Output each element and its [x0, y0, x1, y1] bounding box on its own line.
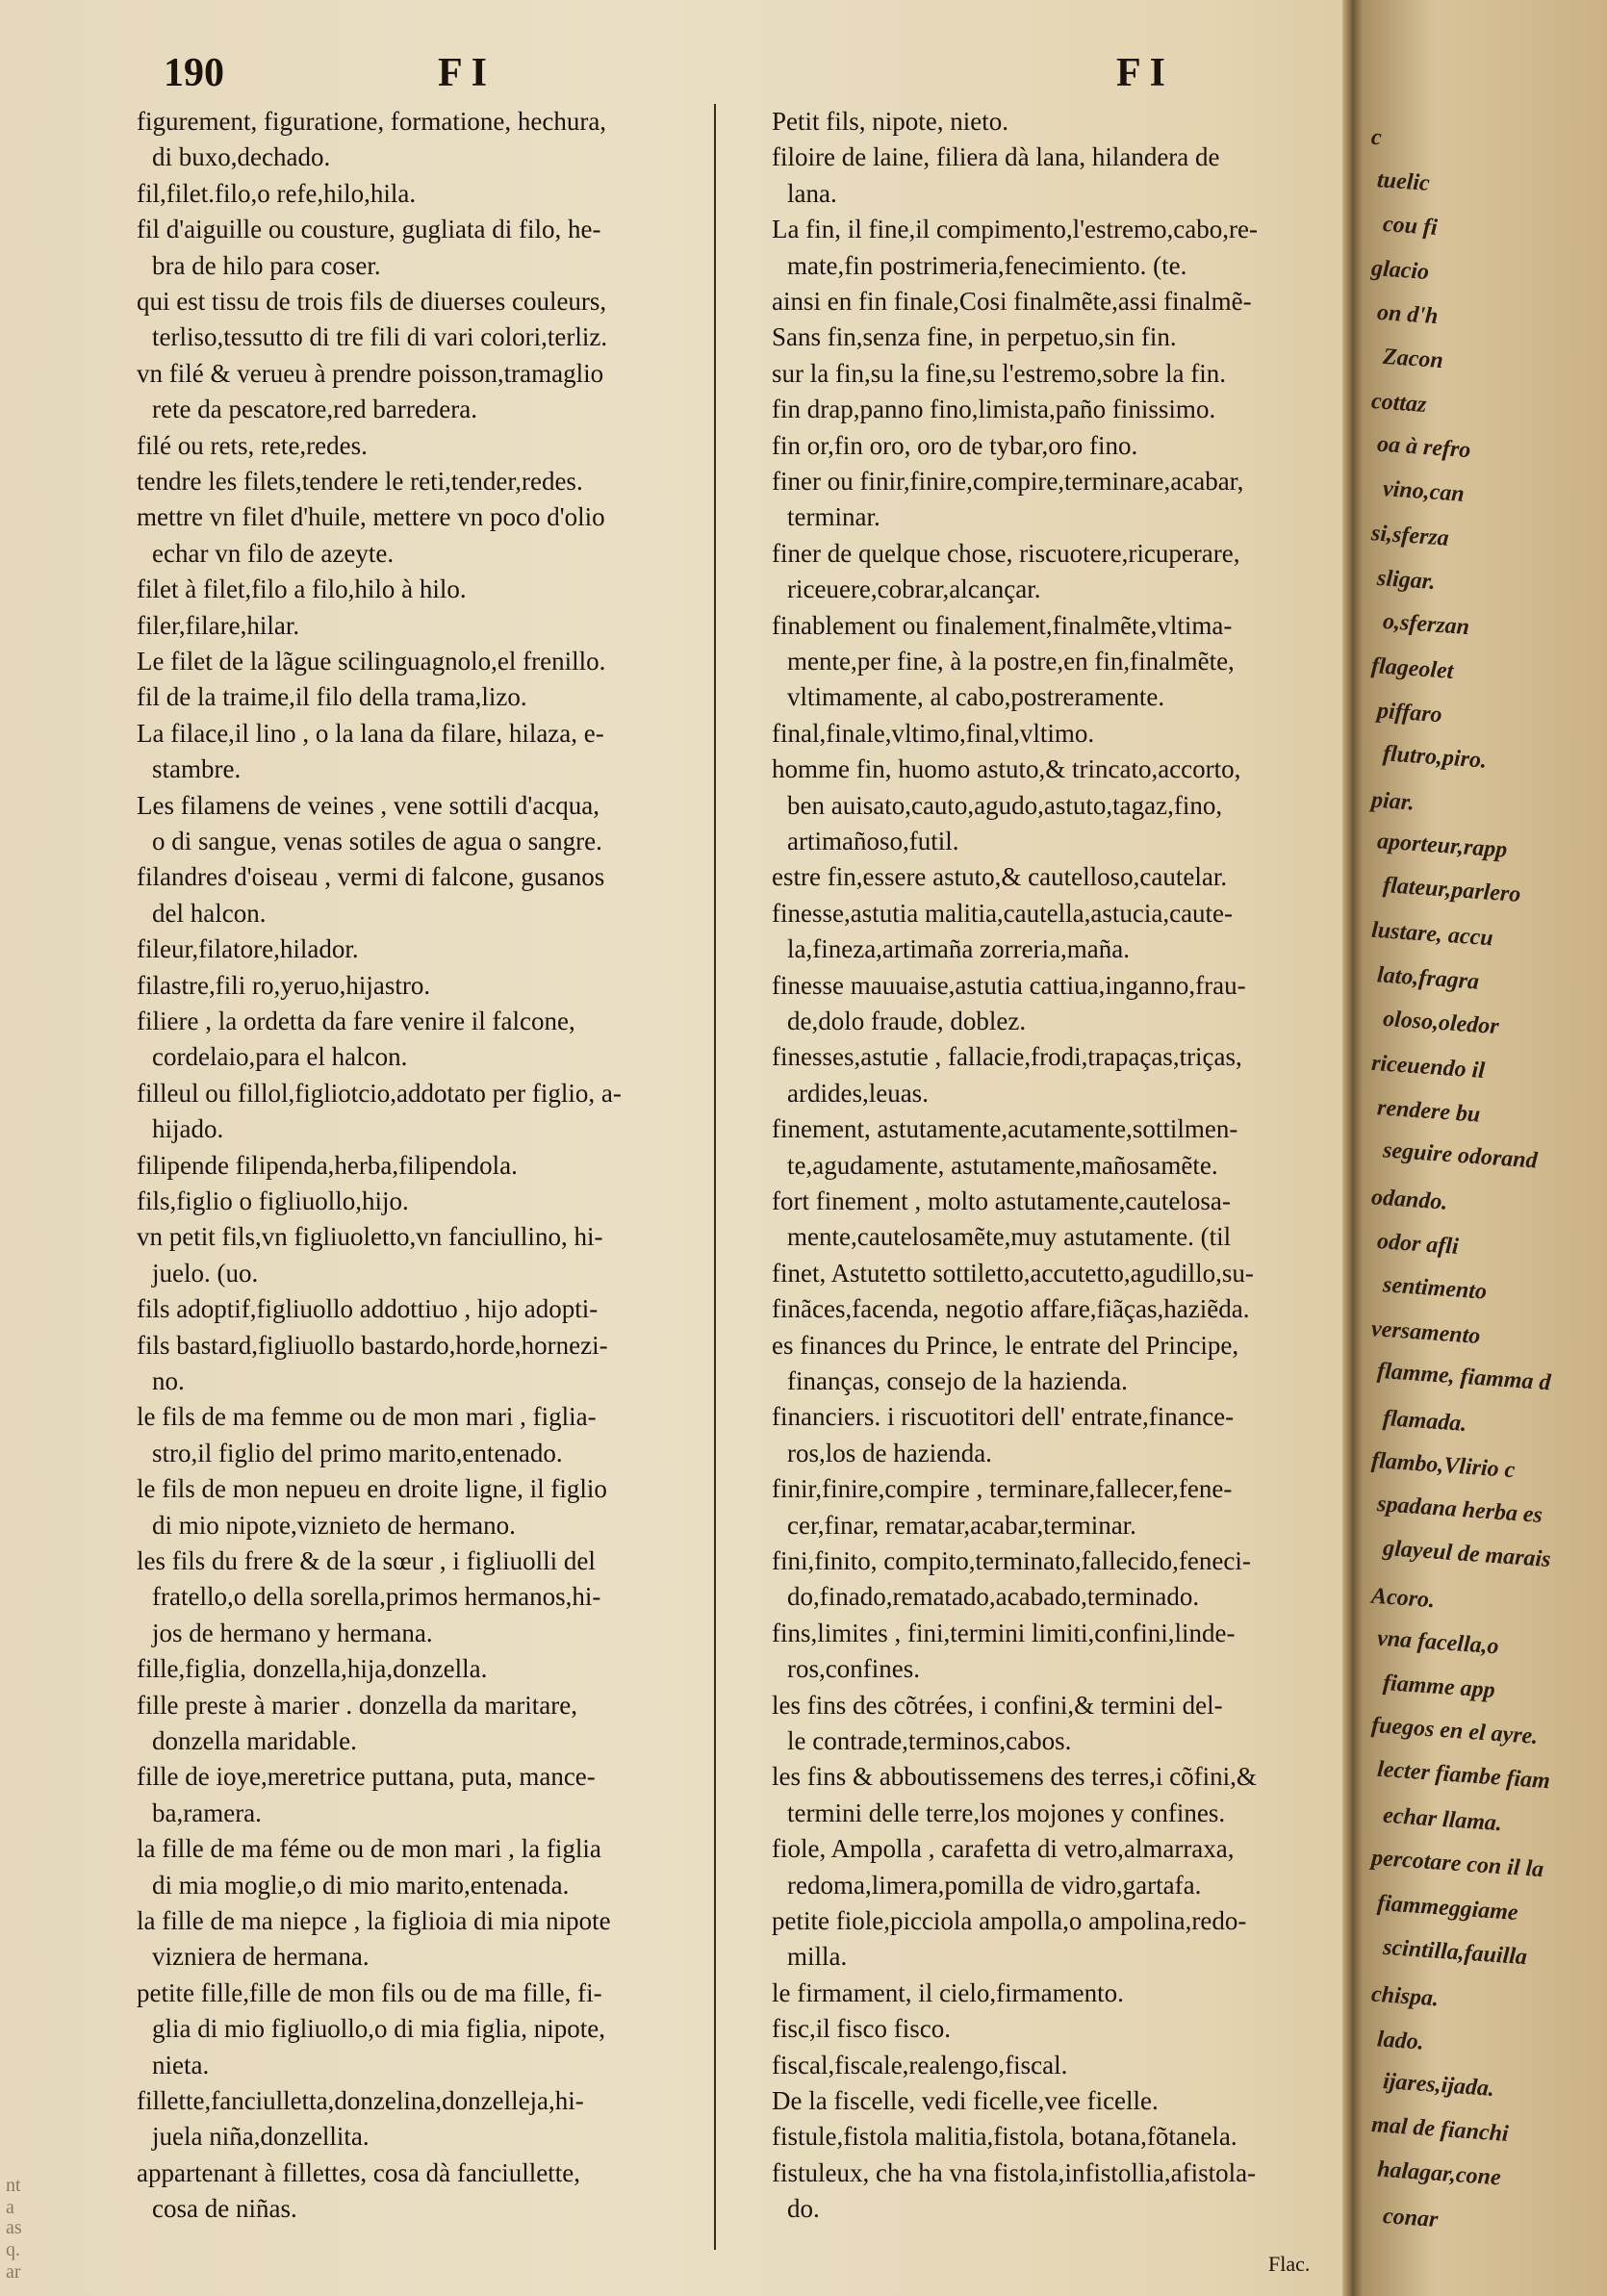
dictionary-line: echar vn filo de azeyte.	[152, 538, 395, 568]
dictionary-line: o di sangue, venas sotiles de agua o sangre.	[152, 827, 602, 855]
dictionary-line: fiscal,fiscale,realengo,fiscal.	[772, 2050, 1068, 2079]
dictionary-line: del halcon.	[152, 898, 267, 928]
dictionary-line: finesse,astutia malitia,cautella,astucia,caute-	[772, 898, 1234, 928]
dictionary-line: fin drap,panno fino,limista,paño finissimo.	[772, 395, 1216, 424]
dictionary-line: la fille de ma niepce , la figlioia di mia nipote	[137, 1906, 611, 1935]
dictionary-line: fratello,o della sorella,primos hermanos,hi-	[152, 1582, 601, 1612]
dictionary-line: fort finement , molto astutamente,cautelosa-	[772, 1186, 1231, 1215]
dictionary-line: finesse mauuaise,astutia cattiua,inganno,frau-	[772, 970, 1246, 1000]
dictionary-line: Le filet de la lãgue scilinguagnolo,el frenillo.	[137, 647, 606, 676]
dictionary-line: di buxo,dechado.	[152, 142, 331, 172]
dictionary-line: ros,los de hazienda.	[787, 1438, 992, 1467]
margin-mark: as q. ar	[6, 2217, 22, 2283]
dictionary-line: tendre les filets,tendere le reti,tender,redes.	[137, 467, 583, 496]
dictionary-line: qui est tissu de trois fils de diuerses couleurs,	[137, 287, 607, 316]
dictionary-line: homme fin, huomo astuto,& trincato,accorto,	[772, 754, 1241, 784]
facing-page-text: lecter fiambe fiam	[1376, 1756, 1551, 1795]
facing-page-text: flamme, fiamma d	[1376, 1358, 1552, 1396]
dictionary-line: fistuleux, che ha vna fistola,infistollia,afistola-	[772, 2157, 1257, 2187]
dictionary-line: fil de la traime,il filo della trama,lizo.	[137, 682, 527, 712]
facing-page-text: fiammeggiame	[1376, 1890, 1519, 1926]
dictionary-line: finer de quelque chose, riscuotere,ricuperare,	[772, 538, 1240, 568]
dictionary-line: finement, astutamente,acutamente,sottilmen-	[772, 1114, 1238, 1144]
dictionary-line: do.	[787, 2194, 820, 2224]
facing-page-text: conar	[1382, 2204, 1440, 2232]
dictionary-line: De la fiscelle, vedi ficelle,vee ficelle.	[772, 2086, 1159, 2115]
dictionary-line: finet, Astutetto sottiletto,accutetto,agudillo,su-	[772, 1258, 1254, 1288]
dictionary-line: fini,finito, compito,terminato,fallecido,feneci-	[772, 1546, 1251, 1575]
running-head-right: F I	[1116, 51, 1165, 95]
facing-page-text: on d'h	[1376, 299, 1440, 330]
dictionary-line: cordelaio,para el halcon.	[152, 1042, 408, 1072]
facing-page-text: spadana herba es	[1376, 1492, 1543, 1528]
facing-page-text: versamento	[1370, 1316, 1482, 1349]
dictionary-line: bra de hilo para coser.	[152, 250, 381, 280]
dictionary-line: stambre.	[152, 754, 242, 784]
dictionary-line: appartenant à fillettes, cosa dà fanciullette,	[137, 2157, 581, 2187]
column-divider	[714, 104, 716, 2250]
dictionary-line: mettre vn filet d'huile, mettere vn poco d'olio	[137, 502, 605, 532]
facing-page-text: echar llama.	[1382, 1802, 1503, 1837]
margin-mark: nt a	[6, 2175, 21, 2218]
dictionary-line: Sans fin,senza fine, in perpetuo,sin fin.	[772, 322, 1177, 352]
dictionary-line: de,dolo fraude, doblez.	[787, 1007, 1027, 1035]
dictionary-line: la fille de ma féme ou de mon mari , la figlia	[137, 1834, 601, 1864]
facing-page-text: scintilla,fauilla	[1382, 1934, 1528, 1971]
facing-page-fragment	[1364, 0, 1607, 2296]
facing-page-text: odor afli	[1376, 1229, 1460, 1260]
facing-page-text: chispa.	[1370, 1981, 1440, 2012]
dictionary-line: vltimamente, al cabo,postreramente.	[787, 682, 1165, 712]
facing-page-text: cottaz	[1370, 389, 1428, 418]
dictionary-line: filipende filipenda,herba,filipendola.	[137, 1150, 518, 1180]
dictionary-line: petite fille,fille de mon fils ou de ma fille, fi-	[137, 1977, 602, 2007]
facing-page-text: lustare, accu	[1370, 917, 1494, 952]
dictionary-line: ben auisato,cauto,agudo,astuto,tagaz,fino,	[787, 790, 1223, 820]
dictionary-line: mate,fin postrimeria,fenecimiento. (te.	[787, 250, 1187, 280]
dictionary-line: juelo. (uo.	[152, 1258, 259, 1288]
page-number: 190	[164, 51, 224, 95]
catchword: Flac.	[1268, 2252, 1311, 2276]
dictionary-line: finãces,facenda, negotio affare,fiãças,haziẽda.	[772, 1294, 1250, 1324]
dictionary-line: ardides,leuas.	[787, 1078, 929, 1108]
dictionary-line: fille preste à marier . donzella da maritare,	[137, 1690, 578, 1720]
facing-page-text: oloso,oledor	[1382, 1006, 1500, 1040]
facing-page-text: lato,fragra	[1376, 962, 1480, 995]
dictionary-line: fils,figlio o figliuollo,hijo.	[137, 1186, 409, 1215]
facing-page-text: cou fi	[1382, 212, 1439, 241]
dictionary-line: fille,figlia, donzella,hija,donzella.	[137, 1654, 488, 1684]
dictionary-line: hijado.	[152, 1114, 224, 1144]
dictionary-line: lana.	[787, 178, 837, 208]
dictionary-line: fistule,fistola malitia,fistola, botana,fõtanela.	[772, 2122, 1237, 2152]
facing-page-text: rendere bu	[1376, 1095, 1482, 1128]
dictionary-line: estre fin,essere astuto,& cautelloso,cautelar.	[772, 862, 1228, 892]
dictionary-line: fins,limites , fini,termini limiti,confini,linde-	[772, 1618, 1236, 1647]
dictionary-line: donzella maridable.	[152, 1726, 357, 1755]
dictionary-line: milla.	[787, 1942, 848, 1972]
facing-page-text: fuegos en el ayre.	[1370, 1712, 1540, 1750]
dictionary-line: figurement, figuratione, formatione, hechura,	[137, 107, 607, 136]
dictionary-line: nieta.	[152, 2050, 210, 2079]
facing-page-text: percotare con il la	[1370, 1845, 1545, 1883]
dictionary-line: mente,per fine, à la postre,en fin,finalmẽte,	[787, 647, 1235, 676]
dictionary-line: fils bastard,figliuollo bastardo,horde,hornezi-	[137, 1330, 608, 1360]
dictionary-line: rete da pescatore,red barredera.	[152, 395, 478, 424]
dictionary-line: filleul ou fillol,figliotcio,addotato per figlio, a-	[137, 1078, 622, 1108]
dictionary-line: le fils de mon nepueu en droite ligne, il figlio	[137, 1474, 607, 1504]
facing-page-text: oa à refro	[1376, 431, 1472, 464]
facing-page-text: glayeul de marais	[1382, 1535, 1552, 1573]
dictionary-line: finer ou finir,finire,compire,terminare,acabar,	[772, 467, 1244, 496]
facing-page-text: flambo,Vlirio c	[1370, 1447, 1517, 1484]
facing-page-text: aporteur,rapp	[1376, 829, 1509, 863]
facing-page-text: sentimento	[1382, 1272, 1488, 1305]
dictionary-line: jos de hermano y hermana.	[152, 1618, 433, 1647]
dictionary-line: fiole, Ampolla , carafetta di vetro,almarraxa,	[772, 1834, 1235, 1864]
dictionary-line: filer,filare,hilar.	[137, 610, 300, 640]
dictionary-line: do,finado,rematado,acabado,terminado.	[787, 1582, 1200, 1612]
book-gutter	[1342, 0, 1364, 2296]
facing-page-text: odando.	[1370, 1185, 1449, 1215]
dictionary-line: finanças, consejo de la hazienda.	[787, 1366, 1128, 1395]
dictionary-line: Les filamens de veines , vene sottili d'acqua,	[137, 790, 599, 820]
facing-page-text: c	[1370, 124, 1383, 151]
dictionary-line: filoire de laine, filiera dà lana, hilandera de	[772, 142, 1220, 172]
facing-page-text: halagar,cone	[1376, 2156, 1502, 2191]
dictionary-line: finablement ou finalement,finalmẽte,vltima-	[772, 610, 1233, 640]
facing-page-text: vino,can	[1382, 476, 1466, 507]
facing-page-text: si,sferza	[1370, 521, 1450, 551]
dictionary-line: le contrade,terminos,cabos.	[787, 1726, 1072, 1755]
facing-page-text: ijares,ijada.	[1382, 2068, 1495, 2103]
dictionary-line: filastre,fili ro,yeruo,hijastro.	[137, 970, 431, 1000]
dictionary-line: vizniera de hermana.	[152, 1942, 370, 1972]
facing-page-text: Acoro.	[1370, 1583, 1436, 1614]
facing-page-text: lado.	[1376, 2027, 1425, 2055]
dictionary-line: no.	[152, 1366, 185, 1395]
facing-page-text: flateur,parlero	[1382, 873, 1522, 907]
dictionary-line: sur la fin,su la fine,su l'estremo,sobre la fin.	[772, 358, 1226, 388]
dictionary-line: finesses,astutie , fallacie,frodi,trapaças,triças,	[772, 1042, 1242, 1072]
dictionary-line: le firmament, il cielo,firmamento.	[772, 1977, 1124, 2007]
dictionary-line: es finances du Prince, le entrate del Principe,	[772, 1330, 1239, 1360]
dictionary-line: mente,cautelosamẽte,muy astutamente. (til	[787, 1222, 1232, 1252]
facing-page-text: vna facella,o	[1376, 1625, 1500, 1660]
dictionary-line: fille de ioye,meretrice puttana, puta, mance-	[137, 1762, 596, 1792]
dictionary-line: juela niña,donzellita.	[152, 2122, 370, 2152]
dictionary-line: di mia moglie,o di mio marito,entenada.	[152, 1870, 570, 1900]
dictionary-line: petite fiole,picciola ampolla,o ampolina,redo-	[772, 1906, 1247, 1935]
dictionary-line: La fin, il fine,il compimento,l'estremo,cabo,re-	[772, 215, 1258, 244]
dictionary-line: cosa de niñas.	[152, 2194, 297, 2224]
dictionary-line: la,fineza,artimaña zorreria,maña.	[787, 934, 1131, 964]
facing-page-text: piar.	[1370, 787, 1416, 816]
dictionary-line: les fils du frere & de la sœur , i figliuolli del	[137, 1546, 596, 1575]
dictionary-line: fil,filet.filo,o refe,hilo,hila.	[137, 178, 417, 208]
dictionary-line: di mio nipote,viznieto de hermano.	[152, 1510, 516, 1540]
dictionary-line: les fins des cõtrées, i confini,& termini del-	[772, 1690, 1223, 1720]
dictionary-line: le fils de ma femme ou de mon mari , figlia-	[137, 1402, 597, 1432]
dictionary-line: fillette,fanciulletta,donzelina,donzelleja,hi-	[137, 2086, 584, 2115]
dictionary-line: artimañoso,futil.	[787, 827, 959, 855]
facing-page-text: fiamme app	[1382, 1670, 1496, 1704]
dictionary-line: filet à filet,filo a filo,hilo à hilo.	[137, 574, 467, 604]
dictionary-line: fil d'aiguille ou cousture, gugliata di filo, he-	[137, 215, 601, 244]
facing-page-text: piffaro	[1376, 698, 1443, 728]
facing-page-text: flamada.	[1382, 1405, 1468, 1438]
dictionary-line: Petit fils, nipote, nieto.	[772, 107, 1008, 136]
dictionary-line: La filace,il lino , o la lana da filare, hilaza, e-	[137, 718, 604, 748]
facing-page-text: sligar.	[1376, 565, 1437, 596]
facing-page-text: flageolet	[1370, 653, 1455, 684]
facing-page-text: mal de fianchi	[1370, 2112, 1510, 2147]
dictionary-line: filandres d'oiseau , vermi di falcone, gusanos	[137, 862, 605, 892]
facing-page-text: Zacon	[1382, 344, 1444, 374]
dictionary-line: fin or,fin oro, oro de tybar,oro fino.	[772, 430, 1138, 460]
facing-page-text: o,sferzan	[1382, 608, 1470, 641]
facing-page-text: riceuendo il	[1370, 1050, 1486, 1084]
dictionary-line: glia di mio figliuollo,o di mia figlia, nipote,	[152, 2014, 605, 2044]
dictionary-line: ainsi en fin finale,Cosi finalmẽte,assi finalmẽ-	[772, 287, 1252, 316]
dictionary-line: ba,ramera.	[152, 1798, 262, 1827]
dictionary-line: stro,il figlio del primo marito,entenado.	[152, 1438, 563, 1467]
facing-page-text: glacio	[1370, 255, 1430, 286]
running-head-left: F I	[438, 51, 487, 95]
facing-page-text: tuelic	[1376, 167, 1431, 196]
facing-page-text: seguire odorand	[1382, 1137, 1539, 1174]
dictionary-line: finir,finire,compire , terminare,fallecer,fene-	[772, 1474, 1233, 1504]
dictionary-line: te,agudamente, astutamente,mañosamẽte.	[787, 1150, 1218, 1180]
dictionary-line: redoma,limera,pomilla de vidro,gartafa.	[787, 1870, 1202, 1900]
dictionary-line: filiere , la ordetta da fare venire il falcone,	[137, 1007, 575, 1035]
dictionary-line: riceuere,cobrar,alcançar.	[787, 574, 1041, 604]
dictionary-line: filé ou rets, rete,redes.	[137, 430, 368, 460]
dictionary-line: termini delle terre,los mojones y confines.	[787, 1798, 1226, 1827]
dictionary-line: cer,finar, rematar,acabar,terminar.	[787, 1510, 1136, 1540]
dictionary-line: terminar.	[787, 502, 880, 532]
dictionary-line: fils adoptif,figliuollo addottiuo , hijo adopti-	[137, 1294, 599, 1324]
facing-page-text: flutro,piro.	[1382, 741, 1488, 774]
dictionary-line: les fins & abboutissemens des terres,i cõfini,&	[772, 1762, 1257, 1792]
dictionary-line: final,finale,vltimo,final,vltimo.	[772, 718, 1095, 748]
dictionary-line: vn petit fils,vn figliuoletto,vn fanciullino, hi-	[137, 1222, 603, 1252]
dictionary-line: fileur,filatore,hilador.	[137, 934, 359, 964]
dictionary-line: vn filé & verueu à prendre poisson,tramaglio	[137, 358, 604, 388]
dictionary-line: financiers. i riscuotitori dell' entrate,finance-	[772, 1402, 1235, 1432]
dictionary-line: fisc,il fisco fisco.	[772, 2014, 951, 2044]
dictionary-line: ros,confines.	[787, 1654, 920, 1684]
dictionary-line: terliso,tessutto di tre fili di vari colori,terliz.	[152, 322, 608, 352]
